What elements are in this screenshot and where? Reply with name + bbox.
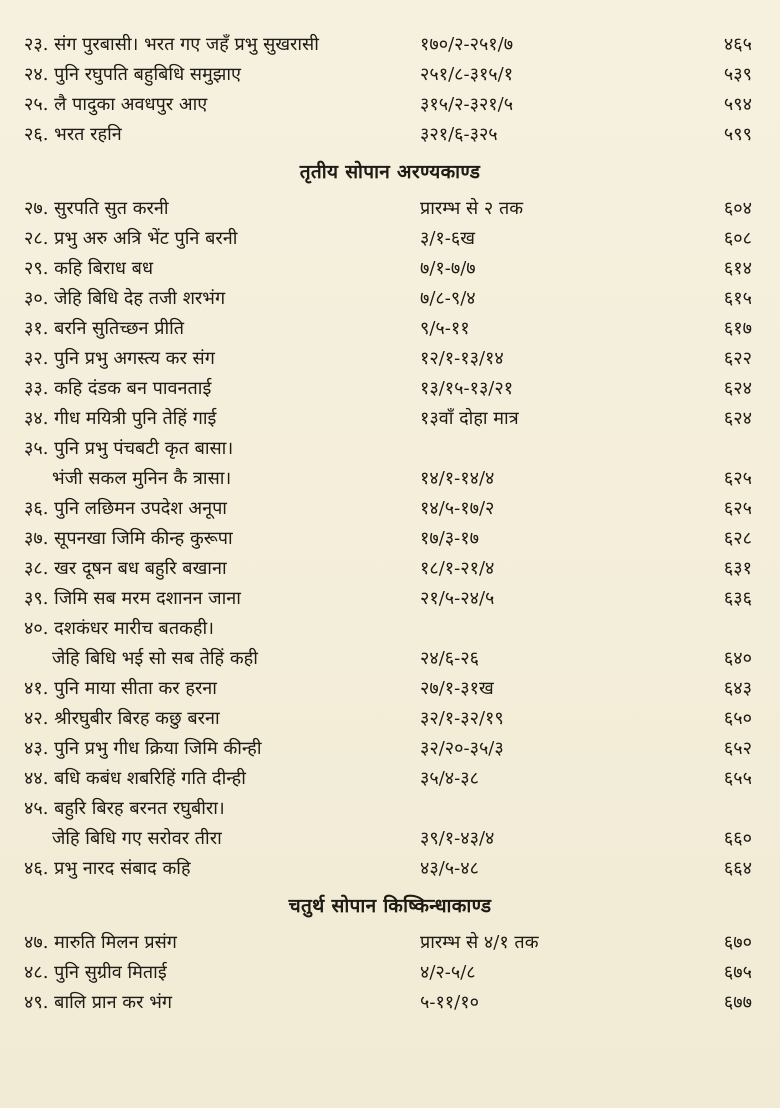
verse-reference: १४/५-१७/२ [420, 498, 495, 519]
verse-reference: ४/२-५/८ [420, 962, 476, 983]
contents-row [0, 524, 780, 554]
page-number: ६४० [723, 648, 752, 669]
verse-reference: ९/५-११ [420, 318, 470, 339]
contents-row [0, 254, 780, 284]
page-number: ५९९ [723, 124, 752, 145]
contents-row [0, 958, 780, 988]
entry-title: ४३. पुनि प्रभु गीध क्रिया जिमि कीन्ही [24, 738, 262, 759]
verse-reference: १३वाँ दोहा मात्र [420, 408, 519, 429]
entry-title: ३०. जेहि बिधि देह तजी शरभंग [24, 288, 226, 309]
entry-title: ३८. खर दूषन बध बहुरि बखाना [24, 558, 227, 579]
contents-row [0, 60, 780, 90]
contents-row [0, 434, 780, 464]
page-number: ६५५ [723, 768, 752, 789]
contents-list [0, 30, 780, 1018]
verse-reference: ३/१-६ख [420, 228, 475, 249]
verse-reference: ३१५/२-३२१/५ [420, 94, 514, 115]
verse-reference: २४/६-२६ [420, 648, 479, 669]
contents-row [0, 224, 780, 254]
section-heading [0, 884, 780, 928]
page-number: ६१७ [723, 318, 752, 339]
entry-title: ३५. पुनि प्रभु पंचबटी कृत बासा। [24, 438, 234, 459]
section-heading-text: तृतीय सोपान अरण्यकाण्ड [299, 161, 481, 183]
verse-reference: २१/५-२४/५ [420, 588, 495, 609]
page-number: ५९४ [723, 94, 752, 115]
entry-title: ३४. गीध मयित्री पुनि तेहिं गाई [24, 408, 217, 429]
page-number: ६२५ [723, 468, 752, 489]
contents-row [0, 194, 780, 224]
page-number: ६२२ [723, 348, 752, 369]
verse-reference: ३२/१-३२/१९ [420, 708, 504, 729]
entry-title: २४. पुनि रघुपति बहुबिधि समुझाए [24, 64, 242, 85]
page-number: ६२५ [723, 498, 752, 519]
entry-title: ३६. पुनि लछिमन उपदेश अनूपा [24, 498, 227, 519]
page-number: ६७७ [723, 992, 752, 1013]
page-number: ६२४ [723, 378, 752, 399]
contents-row [0, 928, 780, 958]
contents-row [0, 464, 780, 494]
page-number: ६३१ [723, 558, 752, 579]
verse-reference: १४/१-१४/४ [420, 468, 495, 489]
verse-reference: २५१/८-३१५/१ [420, 64, 514, 85]
verse-reference: २७/१-३१ख [420, 678, 494, 699]
page-number: ६६० [723, 828, 752, 849]
section-heading [0, 150, 780, 194]
entry-title: ४८. पुनि सुग्रीव मिताई [24, 962, 167, 983]
page-number: ४६५ [723, 34, 752, 55]
verse-reference: प्रारम्भ से २ तक [420, 198, 524, 219]
page-number: ६६४ [723, 858, 752, 879]
contents-row [0, 764, 780, 794]
entry-title: जेहि बिधि भई सो सब तेहिं कही [52, 648, 258, 669]
entry-title: २५. लै पादुका अवधपुर आए [24, 94, 208, 115]
page-number: ६७० [723, 932, 752, 953]
entry-title: ४४. बधि कबंध शबरिहिं गति दीन्ही [24, 768, 246, 789]
contents-row [0, 554, 780, 584]
verse-reference: १७/३-१७ [420, 528, 479, 549]
section-heading-text: चतुर्थ सोपान किष्किन्धाकाण्ड [288, 895, 492, 917]
contents-row [0, 120, 780, 150]
verse-reference: ७/१-७/७ [420, 258, 476, 279]
contents-row [0, 734, 780, 764]
entry-title: ४६. प्रभु नारद संबाद कहि [24, 858, 191, 879]
contents-row [0, 404, 780, 434]
entry-title: जेहि बिधि गए सरोवर तीरा [52, 828, 222, 849]
contents-row [0, 674, 780, 704]
verse-reference: ३५/४-३८ [420, 768, 479, 789]
entry-title: २८. प्रभु अरु अत्रि भेंट पुनि बरनी [24, 228, 238, 249]
verse-reference: ४३/५-४८ [420, 858, 479, 879]
entry-title: ४५. बहुरि बिरह बरनत रघुबीरा। [24, 798, 225, 819]
entry-title: भंजी सकल मुनिन कै त्रासा। [52, 468, 232, 489]
page-number: ५३९ [723, 64, 752, 85]
page-number: ६३६ [723, 588, 752, 609]
page-number: ६५२ [723, 738, 752, 759]
verse-reference: ५-११/१० [420, 992, 479, 1013]
entry-title: २९. कहि बिराध बध [24, 258, 154, 279]
verse-reference: १२/१-१३/१४ [420, 348, 504, 369]
verse-reference: ३२/२०-३५/३ [420, 738, 504, 759]
verse-reference: १७०/२-२५१/७ [420, 34, 514, 55]
contents-row [0, 614, 780, 644]
contents-row [0, 584, 780, 614]
verse-reference: ७/८-९/४ [420, 288, 476, 309]
page-number: ६२८ [723, 528, 752, 549]
verse-reference: ३२१/६-३२५ [420, 124, 498, 145]
contents-row [0, 374, 780, 404]
entry-title: ४२. श्रीरघुबीर बिरह कछु बरना [24, 708, 220, 729]
entry-title: २७. सुरपति सुत करनी [24, 198, 169, 219]
page-number: ६४३ [723, 678, 752, 699]
entry-title: ३१. बरनि सुतिच्छन प्रीति [24, 318, 185, 339]
contents-row [0, 30, 780, 60]
contents-row [0, 90, 780, 120]
contents-row [0, 854, 780, 884]
page-number: ६२४ [723, 408, 752, 429]
entry-title: ३७. सूपनखा जिमि कीन्ह कुरूपा [24, 528, 233, 549]
page-number: ६०८ [723, 228, 752, 249]
page-number: ६०४ [723, 198, 752, 219]
page-number: ६५० [723, 708, 752, 729]
entry-title: ४७. मारुति मिलन प्रसंग [24, 932, 177, 953]
verse-reference: प्रारम्भ से ४/१ तक [420, 932, 539, 953]
contents-row [0, 704, 780, 734]
contents-row [0, 494, 780, 524]
entry-title: २३. संग पुरबासी। भरत गए जहँ प्रभु सुखरासी [24, 34, 319, 55]
page-number: ६१५ [723, 288, 752, 309]
page-number: ६१४ [723, 258, 752, 279]
verse-reference: १३/१५-१३/२१ [420, 378, 514, 399]
contents-row [0, 284, 780, 314]
entry-title: ४०. दशकंधर मारीच बतकही। [24, 618, 214, 639]
contents-row [0, 824, 780, 854]
contents-row [0, 988, 780, 1018]
entry-title: ३३. कहि दंडक बन पावनताई [24, 378, 212, 399]
entry-title: २६. भरत रहनि [24, 124, 122, 145]
entry-title: ३२. पुनि प्रभु अगस्त्य कर संग [24, 348, 215, 369]
entry-title: ४१. पुनि माया सीता कर हरना [24, 678, 217, 699]
verse-reference: १८/१-२१/४ [420, 558, 495, 579]
contents-row [0, 344, 780, 374]
contents-row [0, 314, 780, 344]
contents-row [0, 794, 780, 824]
page-number: ६७५ [723, 962, 752, 983]
entry-title: ३९. जिमि सब मरम दशानन जाना [24, 588, 241, 609]
verse-reference: ३९/१-४३/४ [420, 828, 495, 849]
contents-row [0, 644, 780, 674]
entry-title: ४९. बालि प्रान कर भंग [24, 992, 173, 1013]
